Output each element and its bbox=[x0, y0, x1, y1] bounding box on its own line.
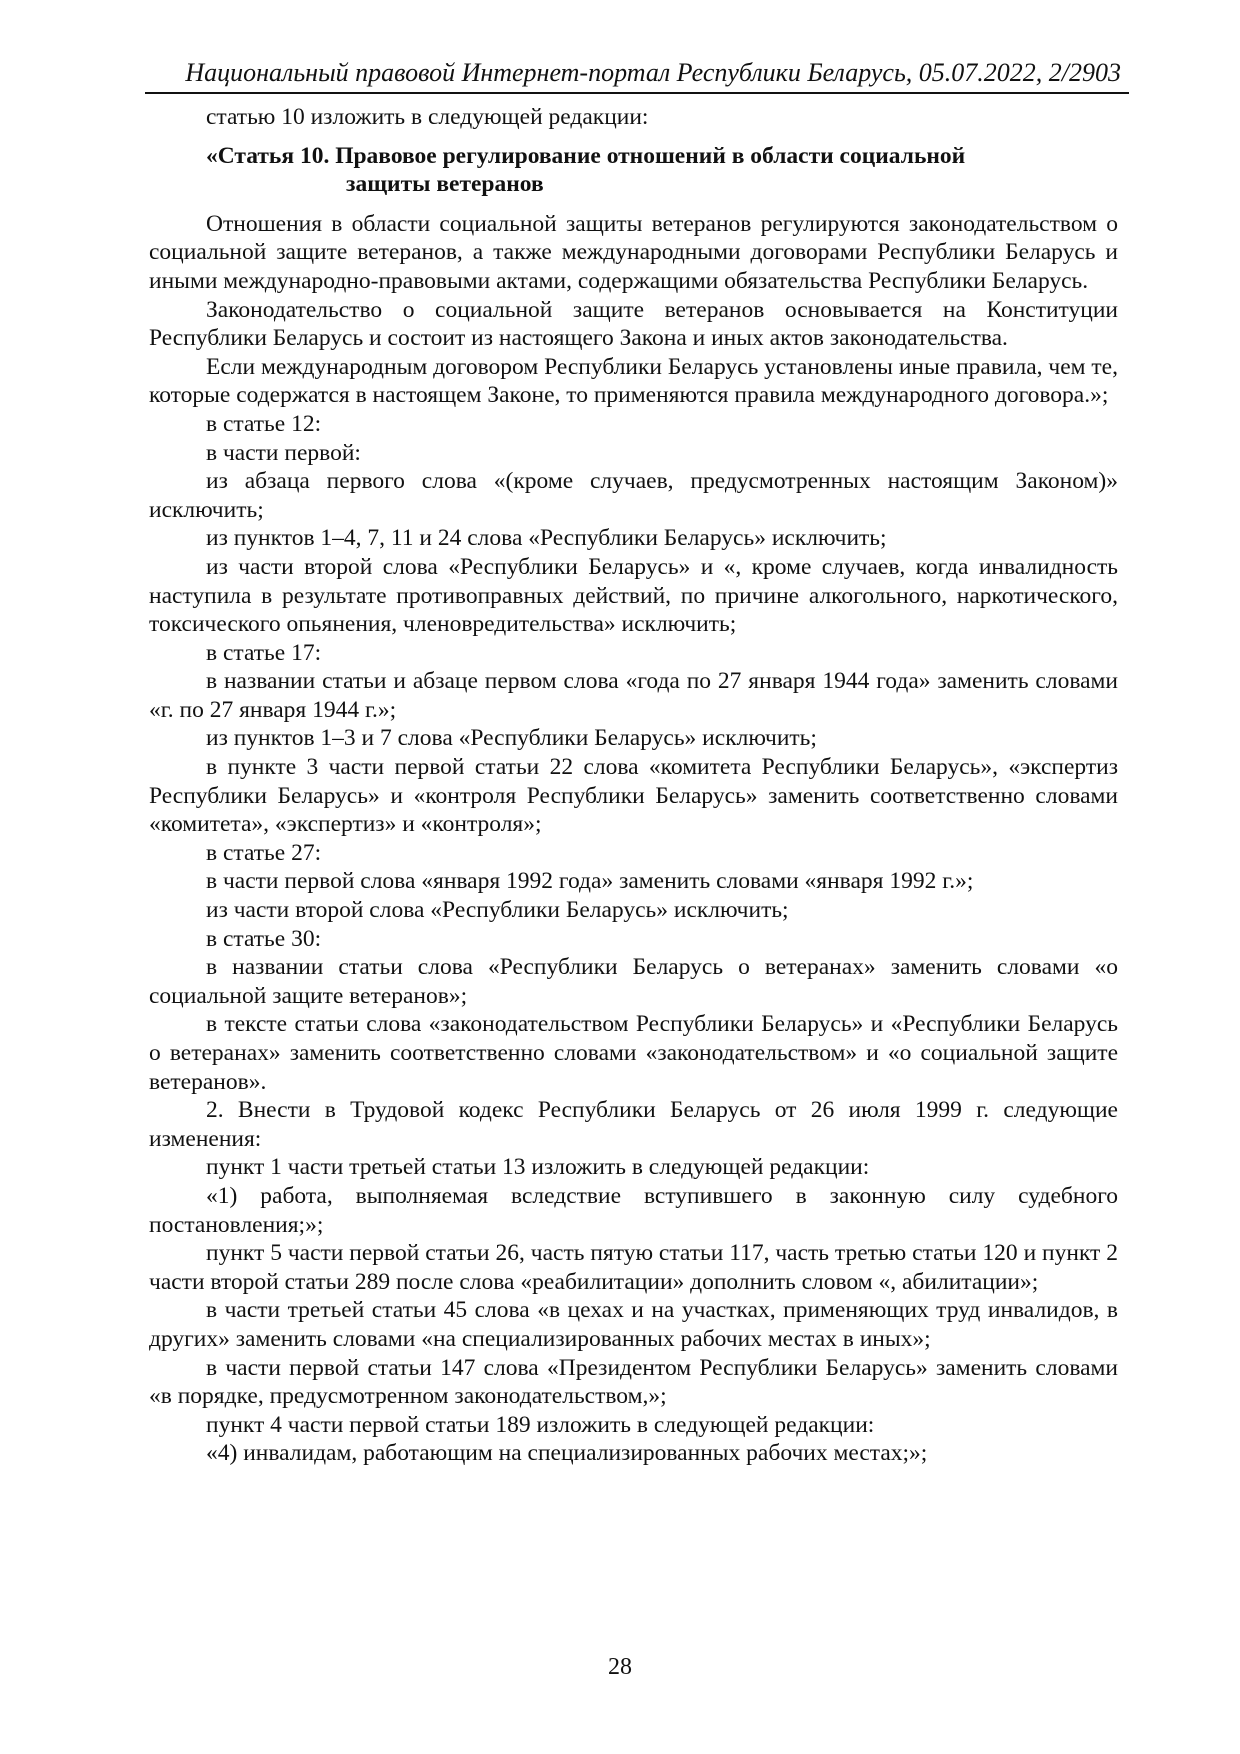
paragraph: в статье 27: bbox=[206, 839, 322, 866]
article-heading-line-2: защиты ветеранов bbox=[346, 171, 544, 198]
paragraph: в статье 12: bbox=[206, 410, 322, 437]
paragraph: Законодательство о социальной защите ветеранов основывается на Конституции Республики Беларусь и состоит из настоящего Закона и иных актов законодательства. bbox=[149, 296, 1118, 352]
article-heading bbox=[149, 142, 1118, 199]
paragraph: 2. Внести в Трудовой кодекс Республики Беларусь от 26 июля 1999 г. следующие изменения: bbox=[149, 1097, 1118, 1152]
paragraph: в названии статьи и абзаце первом слова «года по 27 января 1944 года» заменить словами «г. по 27 января 1944 г.»; bbox=[149, 668, 1118, 723]
paragraph: пункт 4 части первой статьи 189 изложить в следующей редакции: bbox=[206, 1411, 875, 1438]
paragraph: из пунктов 1–4, 7, 11 и 24 слова «Республики Беларусь» исключить; bbox=[206, 525, 887, 552]
paragraph: в статье 30: bbox=[206, 925, 322, 952]
paragraph: в части первой слова «января 1992 года» заменить словами «января 1992 г.»; bbox=[206, 868, 974, 895]
paragraph: из пунктов 1–3 и 7 слова «Республики Беларусь» исключить; bbox=[206, 725, 817, 752]
paragraph: в названии статьи слова «Республики Беларусь о ветеранах» заменить словами «о социальной защите ветеранов»; bbox=[149, 954, 1118, 1009]
paragraph: в пункте 3 части первой статьи 22 слова «комитета Республики Беларусь», «экспертиз Республики Беларусь» и «контроля Республики Беларусь» заменить соответственно словами «комитета», «экспертиз» и «контроля»; bbox=[149, 754, 1118, 838]
paragraph: пункт 1 части третьей статьи 13 изложить в следующей редакции: bbox=[206, 1154, 870, 1181]
paragraph: из части второй слова «Республики Беларусь» и «, кроме случаев, когда инвалидность наступила в результате противоправных действий, по причине алкогольного, наркотического, токсического опьянения, членовредительства» исключить; bbox=[149, 553, 1118, 638]
page-number: 28 bbox=[608, 1654, 632, 1680]
paragraph: Отношения в области социальной защиты ветеранов регулируются законодательством о социальной защите ветеранов, а также международными договорами Республики Беларусь и иными международно-правовыми актами, содержащими обязательства Республики Беларусь. bbox=[149, 210, 1118, 294]
paragraph: в части третьей статьи 45 слова «в цехах и на участках, применяющих труд инвалидов, в других» заменить словами «на специализированных рабочих местах в иных»; bbox=[149, 1297, 1118, 1352]
page-header: Национальный правовой Интернет-портал Республики Беларусь, 05.07.2022, 2/2903 bbox=[185, 58, 1121, 87]
paragraph: в статье 17: bbox=[206, 639, 322, 666]
paragraph: пункт 5 части первой статьи 26, часть пятую статьи 117, часть третью статьи 120 и пункт 2 части второй статьи 289 после слова «реабилитации» дополнить словом «, абилитации»; bbox=[149, 1240, 1118, 1295]
paragraph: Если международным договором Республики Беларусь установлены иные правила, чем те, которые содержатся в настоящем Законе, то применяются правила международного договора.»; bbox=[149, 353, 1118, 409]
header-divider bbox=[145, 92, 1129, 94]
paragraph: из абзаца первого слова «(кроме случаев, предусмотренных настоящим Законом)» исключить; bbox=[149, 468, 1118, 523]
document-body bbox=[149, 103, 1118, 1468]
paragraph: «4) инвалидам, работающим на специализированных рабочих местах;»; bbox=[206, 1440, 928, 1467]
paragraph: в части первой: bbox=[206, 439, 361, 466]
paragraph: из части второй слова «Республики Беларусь» исключить; bbox=[206, 897, 789, 924]
paragraph: «1) работа, выполняемая вследствие вступившего в законную силу судебного постановления;»; bbox=[149, 1182, 1118, 1238]
intro-paragraph: статью 10 изложить в следующей редакции: bbox=[206, 104, 649, 130]
article-heading-line-1: «Статья 10. Правовое регулирование отношений в области социальной bbox=[206, 142, 966, 169]
paragraph: в части первой статьи 147 слова «Президентом Республики Беларусь» заменить словами «в порядке, предусмотренном законодательством,»; bbox=[149, 1354, 1118, 1410]
paragraph: в тексте статьи слова «законодательством Республики Беларусь» и «Республики Беларусь о ветеранах» заменить соответственно словами «законодательством» и «о социальной защите ветеранов». bbox=[149, 1011, 1118, 1095]
